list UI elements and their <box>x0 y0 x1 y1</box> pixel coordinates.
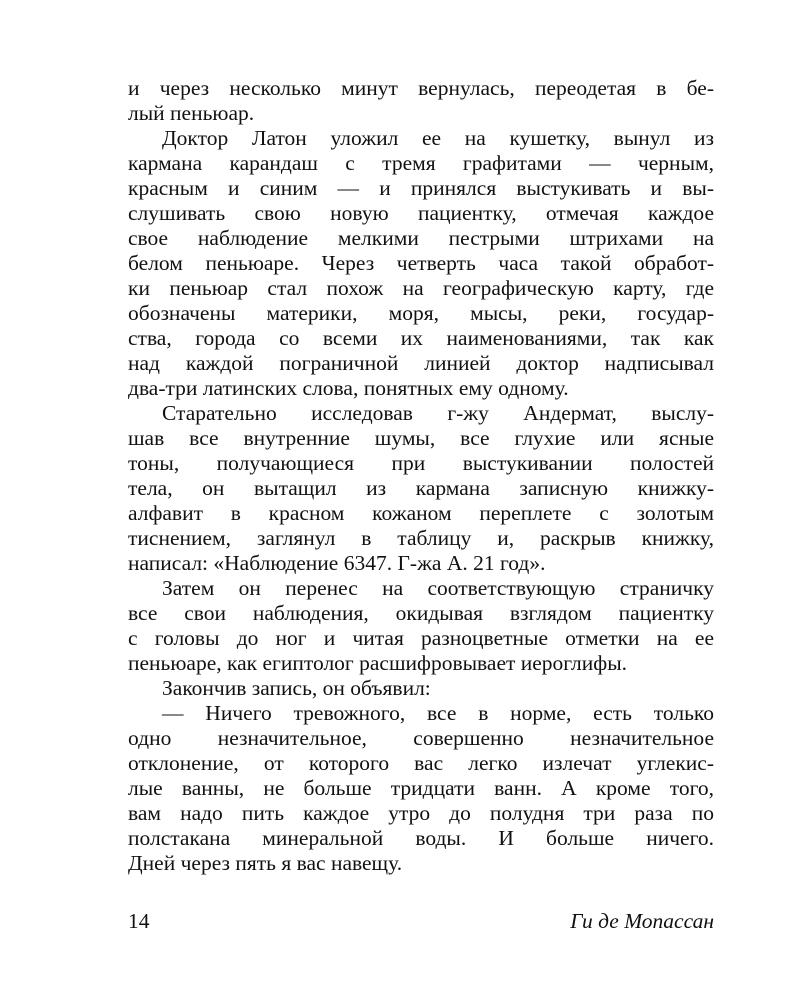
text-line: вам надо пить каждое утро до полудня три раза по <box>128 801 714 825</box>
text-line: пеньюаре, как египтолог расшифровывает иероглифы. <box>128 651 628 675</box>
text-line: одно незначительное, совершенно незначительное <box>128 726 714 750</box>
text-line: — Ничего тревожного, все в норме, есть только <box>162 701 714 725</box>
text-line: два-три латинских слова, понятных ему одному. <box>128 376 569 400</box>
text-line: белом пеньюаре. Через четверть часа такой обработ- <box>128 251 714 275</box>
text-line: тиснением, заглянул в таблицу и, раскрыв книжку, <box>128 526 714 550</box>
text-line: полстакана минеральной воды. И больше ничего. <box>128 826 714 850</box>
text-line: лые ванны, не больше тридцати ванн. А кроме того, <box>128 776 714 800</box>
text-line: Старательно исследовав г-жу Андермат, выслу- <box>162 401 714 425</box>
text-line: с головы до ног и читая разноцветные отметки на ее <box>128 626 714 650</box>
text-line: Дней через пять я вас навещу. <box>128 851 403 875</box>
text-line: слушивать свою новую пациентку, отмечая каждое <box>128 201 714 225</box>
page-footer <box>128 906 714 936</box>
text-line: тоны, получающиеся при выстукивании полостей <box>128 451 714 475</box>
text-line: шав все внутренние шумы, все глухие или ясные <box>128 426 714 450</box>
text-line: алфавит в красном кожаном переплете с золотым <box>128 501 714 525</box>
page-number: 14 <box>128 909 150 933</box>
text-line: написал: «Наблюдение 6347. Г-жа А. 21 год». <box>128 551 546 575</box>
text-line: свое наблюдение мелкими пестрыми штрихами на <box>128 226 714 250</box>
text-line: тела, он вытащил из кармана записную книжку- <box>128 476 714 500</box>
text-line: лый пеньюар. <box>128 101 255 125</box>
running-footer-author: Ги де Мопассан <box>570 909 714 933</box>
text-line: ки пеньюар стал похож на географическую карту, где <box>128 276 714 300</box>
text-line: и через несколько минут вернулась, переодетая в бе- <box>128 76 714 100</box>
text-line: Доктор Латон уложил ее на кушетку, вынул из <box>162 126 714 150</box>
text-line: ства, города со всеми их наименованиями, так как <box>128 326 714 350</box>
text-line: все свои наблюдения, окидывая взглядом пациентку <box>128 601 714 625</box>
text-line: Затем он перенес на соответствующую страничку <box>162 576 714 600</box>
page-body <box>128 76 714 876</box>
text-line: над каждой пограничной линией доктор надписывал <box>128 351 714 375</box>
text-line: красным и синим — и принялся выстукивать и вы- <box>128 176 714 200</box>
text-line: отклонение, от которого вас легко излечат углекис- <box>128 751 714 775</box>
text-line: Закончив запись, он объявил: <box>162 676 431 700</box>
text-line: кармана карандаш с тремя графитами — черным, <box>128 151 714 175</box>
text-line: обозначены материки, моря, мысы, реки, государ- <box>128 301 714 325</box>
